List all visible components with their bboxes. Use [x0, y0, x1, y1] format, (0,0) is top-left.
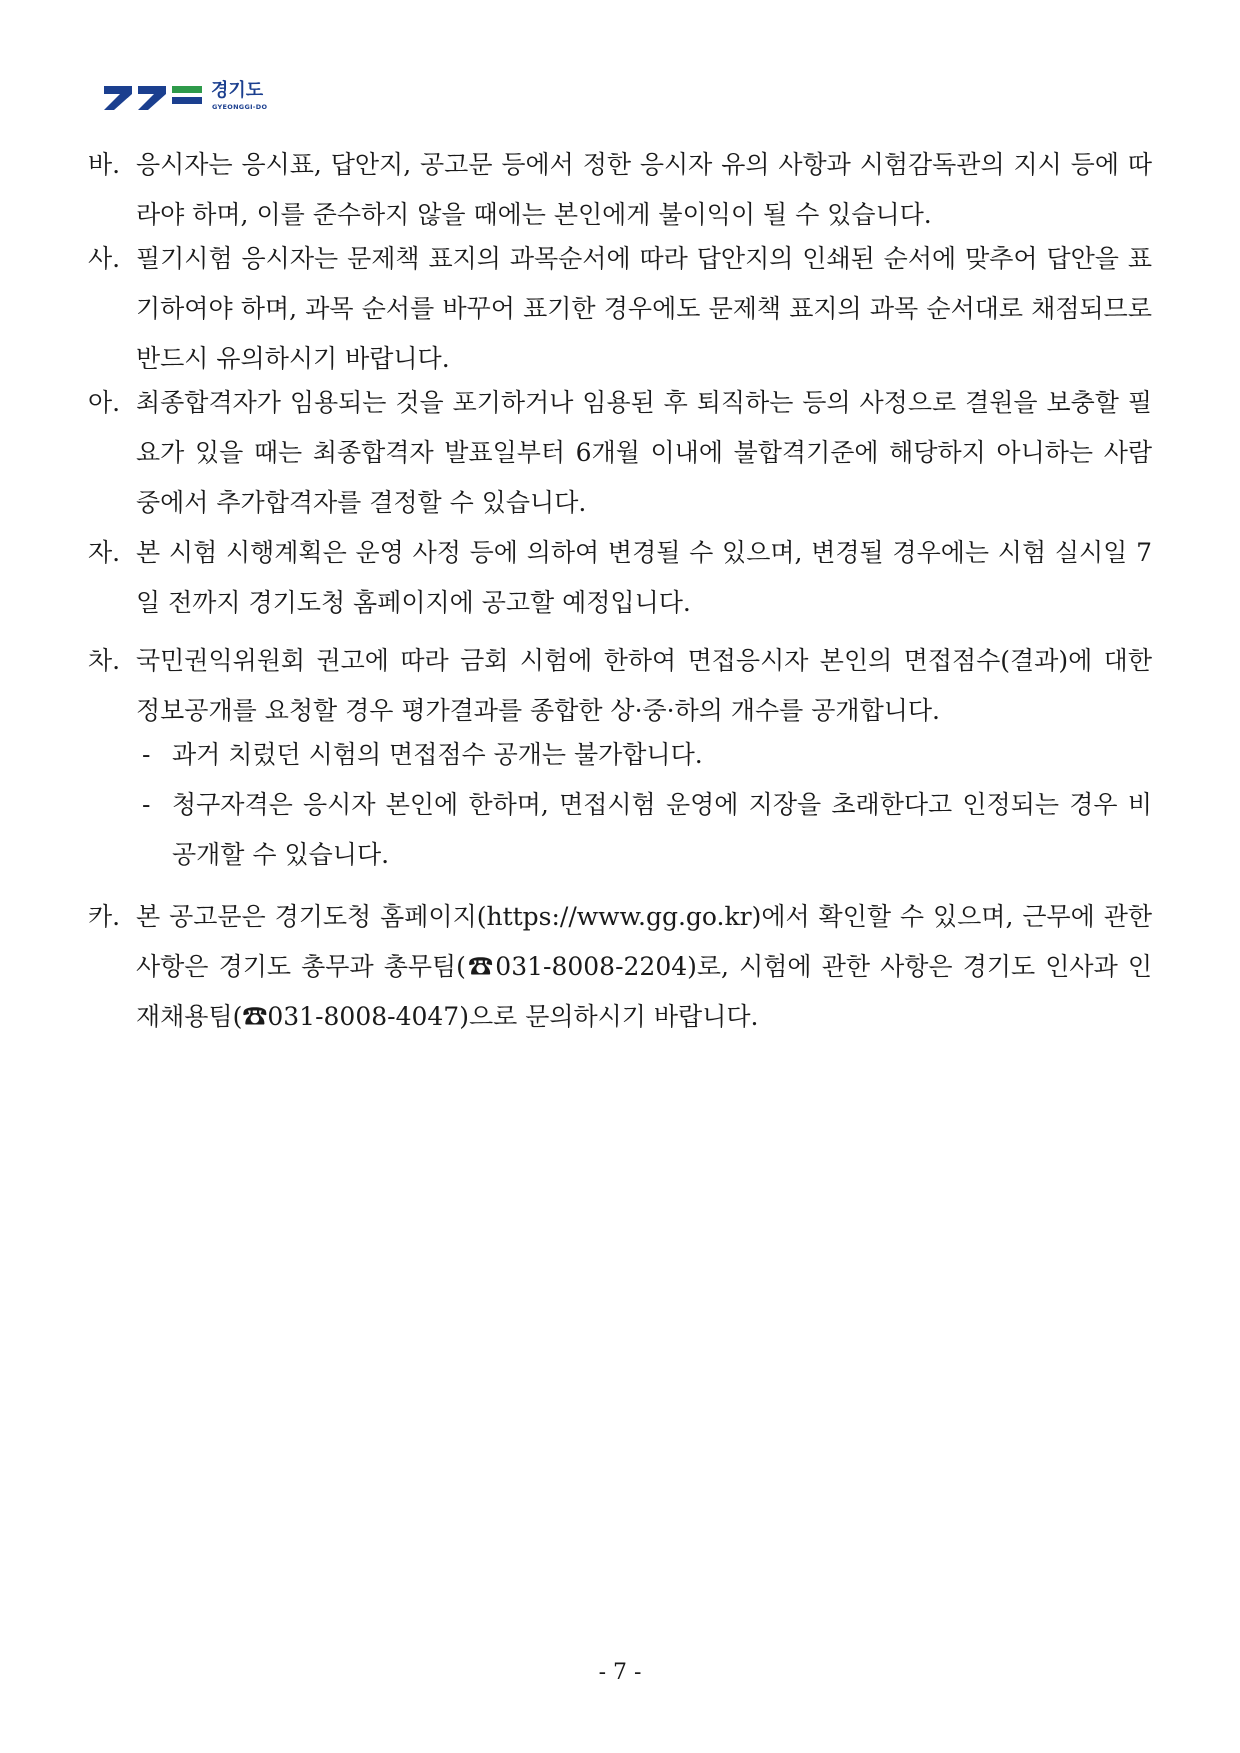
- item-text: 필기시험 응시자는 문제책 표지의 과목순서에 따라 답안지의 인쇄된 순서에 맞추어 답안을 표기하여야 하며, 과목 순서를 바꾸어 표기한 경우에도 문제책 표지의 과목 순서대로 채점되므로 반드시 유의하시기 바랍니다.: [136, 244, 1152, 373]
- item-marker: 자.: [88, 538, 121, 567]
- sub-item-marker: -: [142, 740, 151, 769]
- sub-item: [142, 780, 1152, 880]
- gyeonggi-logo-mark-icon: [104, 84, 204, 116]
- item-marker: 사.: [88, 244, 121, 273]
- item-marker: 바.: [88, 150, 121, 179]
- sub-item-text: 과거 치렀던 시험의 면접점수 공개는 불가합니다.: [172, 740, 703, 769]
- page-number: - 7 -: [598, 1660, 642, 1685]
- sub-item-text: 청구자격은 응시자 본인에 한하며, 면접시험 운영에 지장을 초래한다고 인정되는 경우 비공개할 수 있습니다.: [172, 790, 1152, 869]
- sub-item: [142, 730, 1152, 780]
- item-text: 본 공고문은 경기도청 홈페이지(https://www.gg.go.kr)에서 확인할 수 있으며, 근무에 관한 사항은 경기도 총무과 총무팀(☎031-8008-2204)로, 시험에 관한 사항은 경기도 인사과 인재채용팀(☎031-8008-4047)으로 문의하시기 바랍니다.: [136, 902, 1152, 1031]
- item-text: 국민권익위원회 권고에 따라 금회 시험에 한하여 면접응시자 본인의 면접점수(결과)에 대한 정보공개를 요청할 경우 평가결과를 종합한 상·중·하의 개수를 공개합니다.: [136, 646, 1152, 725]
- notice-item: [88, 140, 1152, 240]
- item-text: 본 시험 시행계획은 운영 사정 등에 의하여 변경될 수 있으며, 변경될 경우에는 시험 실시일 7일 전까지 경기도청 홈페이지에 공고할 예정입니다.: [136, 538, 1152, 617]
- item-marker: 카.: [88, 902, 121, 931]
- notice-item: [88, 234, 1152, 384]
- notice-item: [88, 636, 1152, 736]
- gyeonggi-logo: [104, 80, 270, 120]
- notice-item: [88, 892, 1152, 1042]
- item-text: 최종합격자가 임용되는 것을 포기하거나 임용된 후 퇴직하는 등의 사정으로 결원을 보충할 필요가 있을 때는 최종합격자 발표일부터 6개월 이내에 불합격기준에 해당하지 아니하는 사람 중에서 추가합격자를 결정할 수 있습니다.: [136, 388, 1152, 517]
- item-text: 응시자는 응시표, 답안지, 공고문 등에서 정한 응시자 유의 사항과 시험감독관의 지시 등에 따라야 하며, 이를 준수하지 않을 때에는 본인에게 불이익이 될 수 있습니다.: [136, 150, 1152, 229]
- logo-text: 경기도: [211, 80, 264, 101]
- logo-subtext: GYEONGGI-DO: [212, 103, 268, 111]
- item-marker: 차.: [88, 646, 121, 675]
- notice-item: [88, 378, 1152, 528]
- sub-item-marker: -: [142, 790, 151, 819]
- notice-item: [88, 528, 1152, 628]
- notice-body: [88, 140, 1152, 1042]
- item-marker: 아.: [88, 388, 121, 417]
